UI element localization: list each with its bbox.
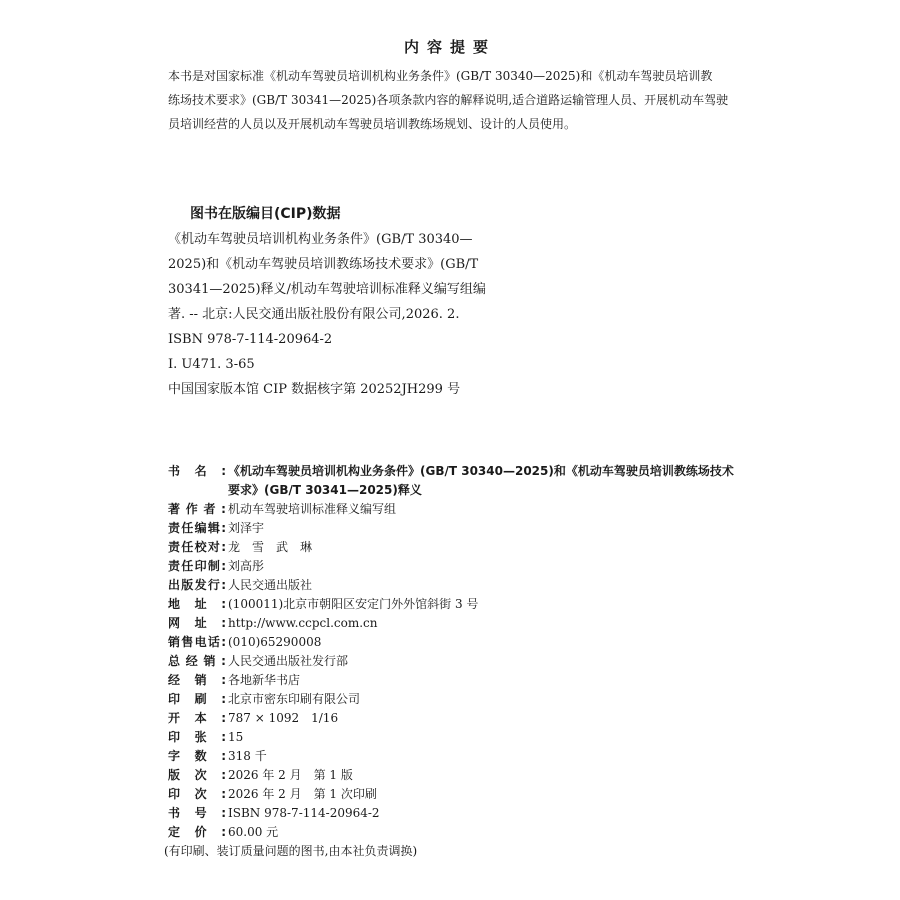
detail-label: 总 经 销 : [168, 654, 226, 668]
website-link[interactable]: http://www.ccpcl.com.cn [228, 616, 378, 630]
cip-isbn: ISBN 978-7-114-20964-2 [168, 332, 333, 347]
detail-value: 787 × 1092 1/16 [228, 711, 339, 725]
detail-label: 销 售 电 话 : [168, 635, 226, 649]
detail-label: 经 销 : [168, 673, 226, 687]
detail-value: 北京市密东印刷有限公司 [228, 692, 361, 706]
cip-classification: Ⅰ. U471. 3-65 [168, 357, 255, 372]
detail-value: 人民交通出版社 [228, 578, 313, 592]
summary-title: 内容提要 [403, 38, 496, 56]
detail-label: 印 张 : [168, 730, 226, 744]
detail-label: 责 任 印 制 : [168, 559, 226, 573]
detail-label: 书 名 : [168, 464, 226, 478]
detail-label: 责 任 校 对 : [168, 540, 226, 554]
detail-value: 刘高彤 [228, 559, 265, 573]
detail-value: 60.00 元 [228, 825, 279, 839]
cip-line-4: 著. -- 北京:人民交通出版社股份有限公司,2026. 2. [168, 307, 460, 322]
book-title-value: 《机动车驾驶员培训机构业务条件》(GB/T 30340—2025)和《机动车驾驶员培训教练场技术 [228, 464, 734, 478]
summary-line-1: 本书是对国家标准《机动车驾驶员培训机构业务条件》(GB/T 30340—2025)和《机动车驾驶员培训教 [168, 69, 713, 83]
book-title-continuation: 要求》(GB/T 30341—2025)释义 [228, 483, 422, 497]
detail-label: 开 本 : [168, 711, 226, 725]
cip-line-2: 2025)和《机动车驾驶员培训教练场技术要求》(GB/T [168, 257, 479, 272]
detail-label: 定 价 : [168, 825, 226, 839]
cip-line-1: 《机动车驾驶员培训机构业务条件》(GB/T 30340— [168, 232, 473, 247]
summary-line-3: 员培训经营的人员以及开展机动车驾驶员培训教练场规划、设计的人员使用。 [168, 117, 577, 131]
detail-label: 网 址 : [168, 616, 226, 630]
cip-record-number: 中国国家版本馆 CIP 数据核字第 20252JH299 号 [168, 382, 461, 397]
detail-label: 字 数 : [168, 749, 226, 763]
detail-value: 刘泽宇 [228, 521, 265, 535]
detail-value: 龙 雪 武 琳 [228, 540, 313, 554]
detail-label: 出 版 发 行 : [168, 578, 226, 592]
detail-value: 2026 年 2 月 第 1 版 [228, 768, 353, 782]
detail-label: 地 址 : [168, 597, 226, 611]
quality-note: (有印刷、装订质量问题的图书,由本社负责调换) [164, 844, 418, 858]
detail-value: (100011)北京市朝阳区安定门外外馆斜街 3 号 [228, 597, 479, 611]
detail-value: ISBN 978-7-114-20964-2 [228, 806, 380, 820]
cip-title: 图书在版编目(CIP)数据 [190, 206, 341, 222]
detail-label: 著 作 者 : [168, 502, 226, 516]
detail-value: 2026 年 2 月 第 1 次印刷 [228, 787, 377, 801]
detail-label: 责 任 编 辑 : [168, 521, 226, 535]
detail-value: 318 千 [228, 749, 267, 763]
summary-line-2: 练场技术要求》(GB/T 30341—2025)各项条款内容的解释说明,适合道路运输管理人员、开展机动车驾驶 [168, 93, 729, 107]
detail-value: 15 [228, 730, 244, 744]
detail-value: 各地新华书店 [228, 673, 301, 687]
detail-value: (010)65290008 [228, 635, 322, 649]
cip-line-3: 30341—2025)释义/机动车驾驶培训标准释义编写组编 [168, 282, 486, 297]
detail-label: 书 号 : [168, 806, 226, 820]
detail-value: 机动车驾驶培训标准释义编写组 [228, 502, 397, 516]
detail-label: 版 次 : [168, 768, 226, 782]
detail-label: 印 次 : [168, 787, 226, 801]
detail-value: 人民交通出版社发行部 [228, 654, 349, 668]
detail-label: 印 刷 : [168, 692, 226, 706]
